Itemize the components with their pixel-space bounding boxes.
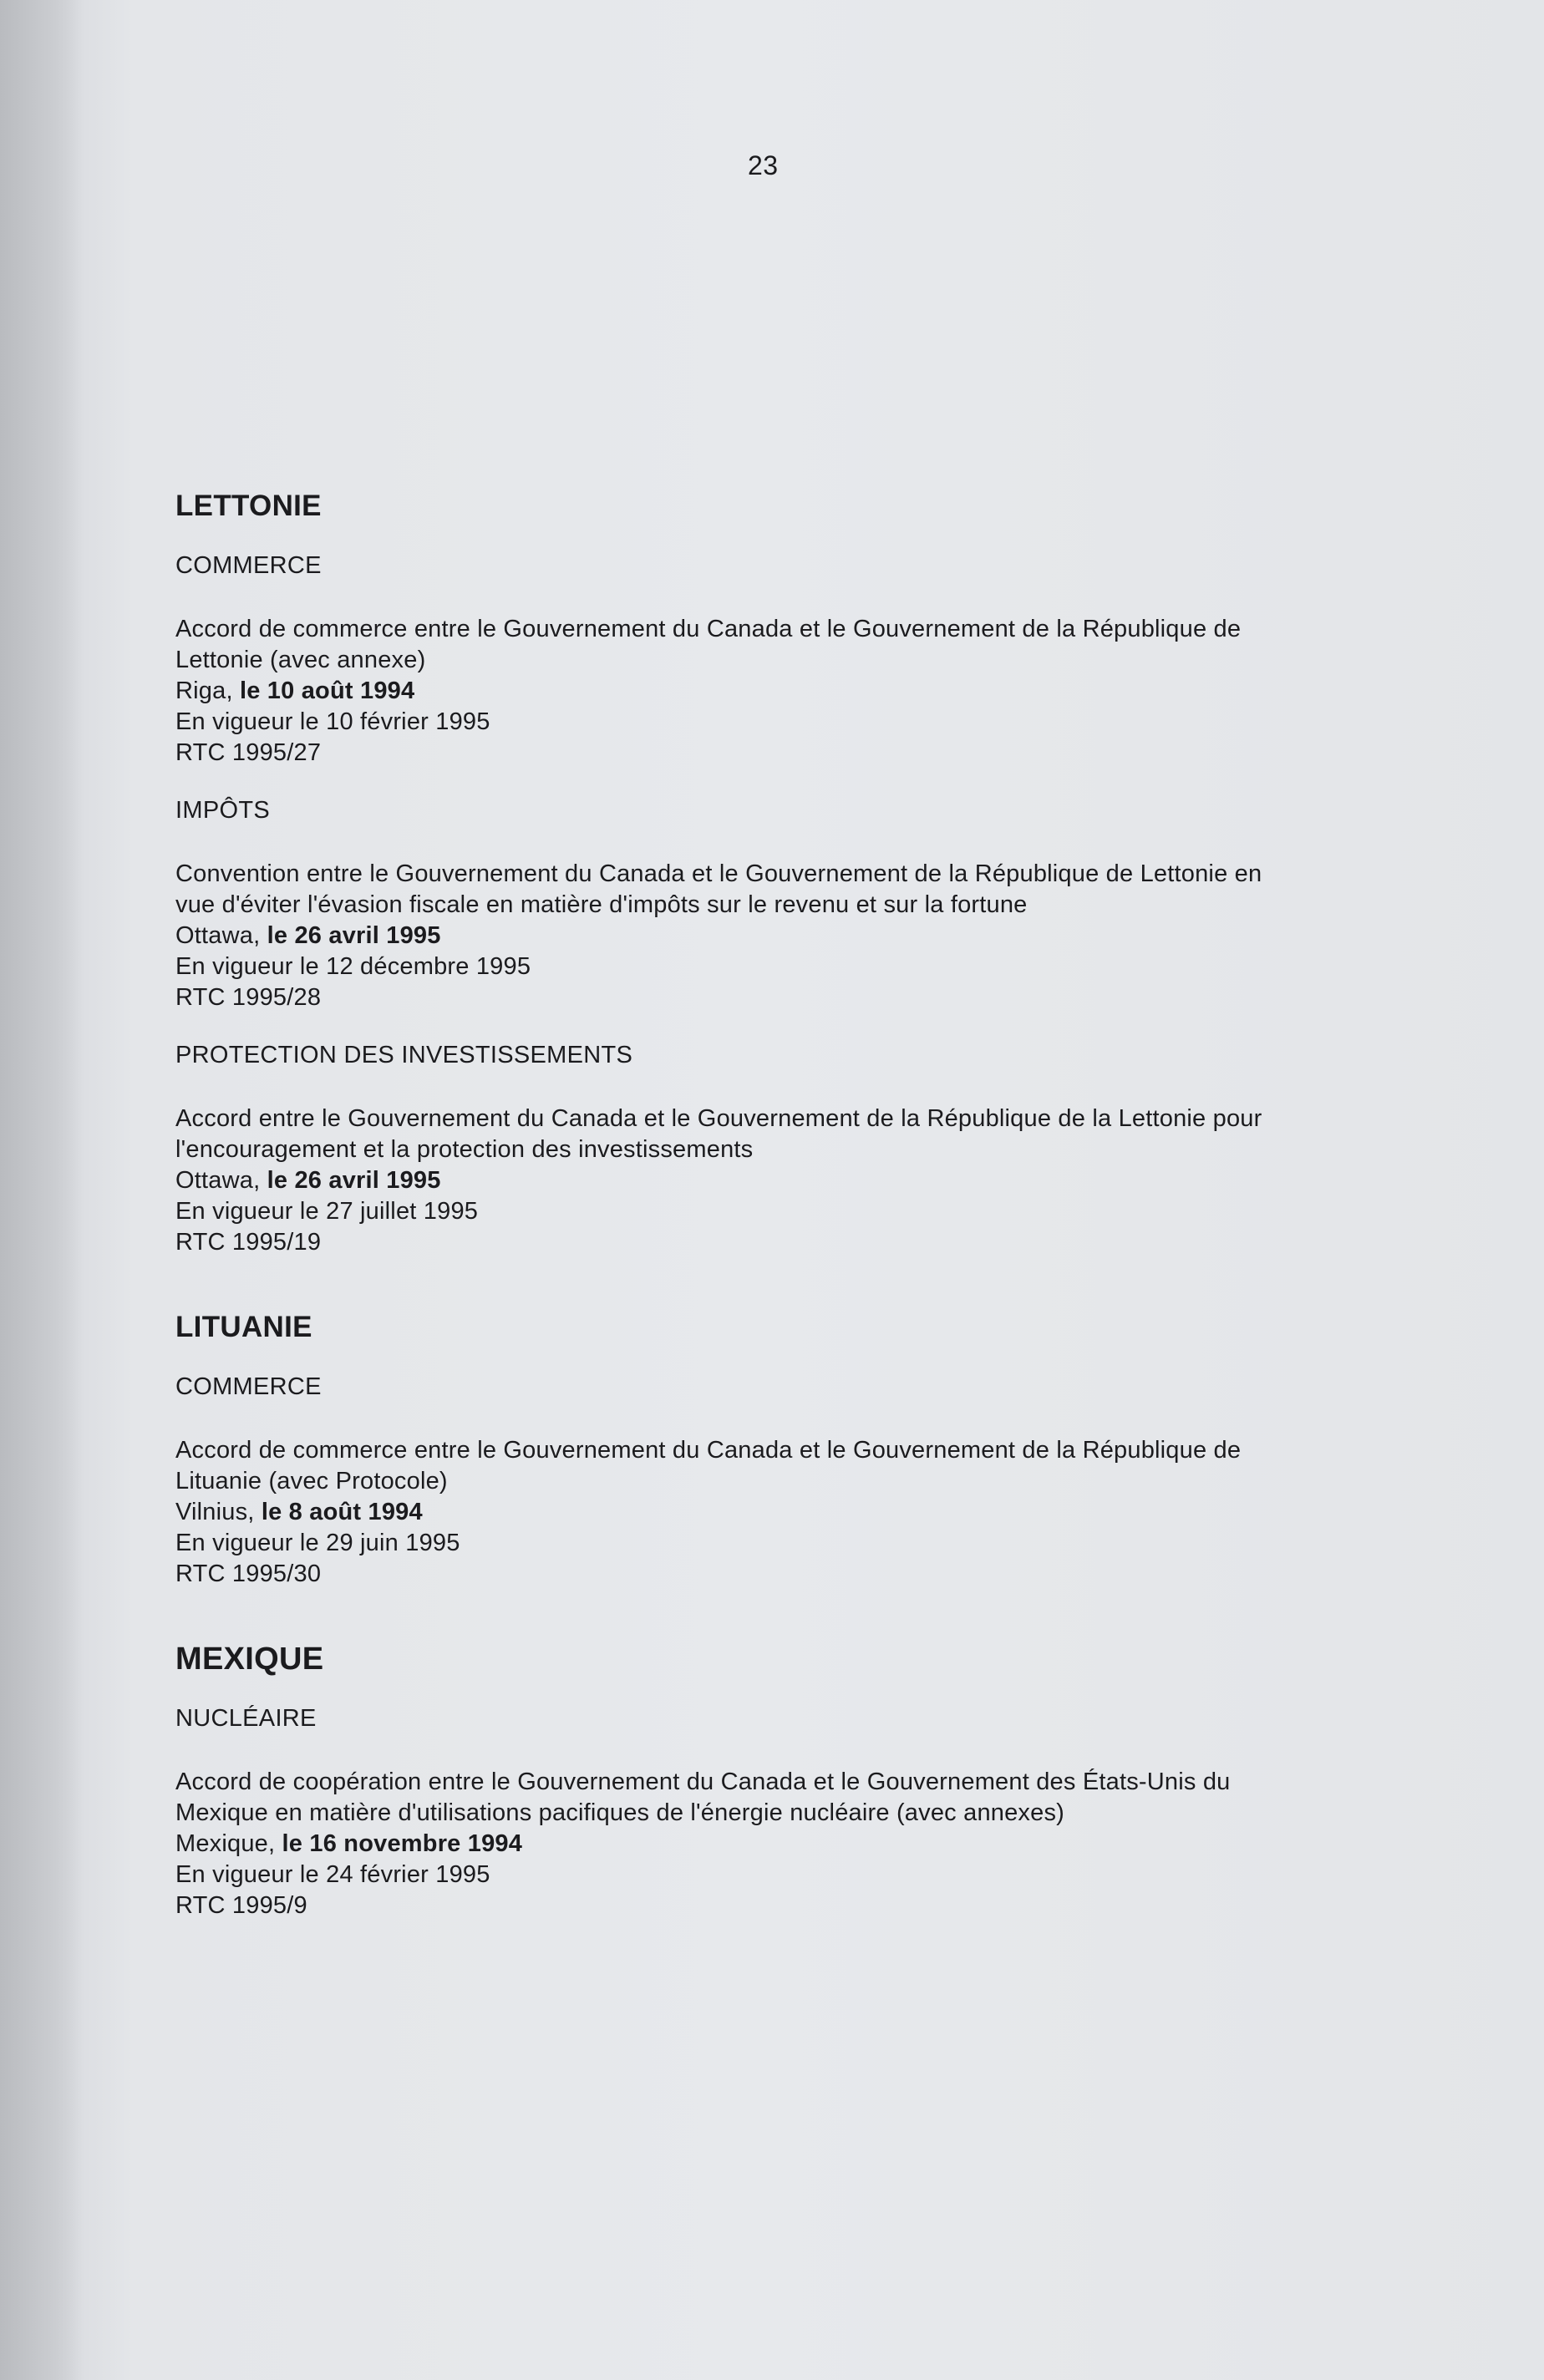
- treaty-signing: [175, 1829, 1395, 1860]
- treaty-reference: RTC 1995/27: [175, 739, 322, 766]
- treaty-title-line: Accord de commerce entre le Gouvernement du Canada et le Gouvernement de la République de: [175, 1437, 1242, 1464]
- treaty-title-line: Accord de commerce entre le Gouvernement du Canada et le Gouvernement de la République de: [175, 616, 1242, 642]
- country-heading: LETTONIE: [175, 490, 322, 522]
- treaty-signing: [175, 1165, 1395, 1196]
- treaty-in-force: En vigueur le 24 février 1995: [175, 1861, 490, 1888]
- treaty-in-force: En vigueur le 27 juillet 1995: [175, 1198, 479, 1225]
- section-spacer: [175, 1258, 1395, 1310]
- signing-place: Ottawa,: [175, 922, 261, 949]
- category-heading: COMMERCE: [175, 552, 322, 579]
- signing-place: Ottawa,: [175, 1167, 261, 1194]
- treaty-signing: [175, 1497, 1395, 1528]
- signing-date: le 16 novembre 1994: [282, 1830, 523, 1857]
- treaty-entry: [175, 1435, 1395, 1590]
- signing-date: le 26 avril 1995: [267, 922, 441, 949]
- treaty-title-line: Convention entre le Gouvernement du Canada et le Gouvernement de la République de Lettonie en: [175, 860, 1262, 887]
- treaty-in-force: En vigueur le 12 décembre 1995: [175, 953, 531, 980]
- treaty-entry: [175, 1767, 1395, 1921]
- treaty-title-line: Accord entre le Gouvernement du Canada et le Gouvernement de la République de la Lettonie pour: [175, 1105, 1262, 1132]
- category-heading: NUCLÉAIRE: [175, 1705, 317, 1732]
- signing-place: Vilnius,: [175, 1499, 255, 1525]
- country-section-mexique: [175, 1642, 1395, 1921]
- treaty-in-force: En vigueur le 10 février 1995: [175, 708, 490, 735]
- treaty-signing: [175, 676, 1395, 707]
- signing-date: le 10 août 1994: [239, 677, 415, 704]
- category-heading: PROTECTION DES INVESTISSEMENTS: [175, 1042, 633, 1068]
- treaty-list: [175, 489, 1395, 1921]
- treaty-reference: RTC 1995/30: [175, 1560, 322, 1587]
- treaty-title-line: vue d'éviter l'évasion fiscale en matière d'impôts sur le revenu et sur la fortune: [175, 891, 1028, 918]
- country-section-lituanie: [175, 1310, 1395, 1590]
- country-section-lettonie: [175, 489, 1395, 1258]
- treaty-title-line: Accord de coopération entre le Gouvernement du Canada et le Gouvernement des États-Unis du: [175, 1769, 1231, 1795]
- treaty-entry: [175, 614, 1395, 769]
- treaty-entry: [175, 859, 1395, 1013]
- page-number: 23: [748, 150, 779, 180]
- treaty-entry: [175, 1104, 1395, 1258]
- treaty-signing: [175, 921, 1395, 951]
- country-heading: LITUANIE: [175, 1311, 312, 1343]
- treaty-reference: RTC 1995/9: [175, 1892, 307, 1919]
- category-heading: IMPÔTS: [175, 797, 270, 824]
- treaty-title-line: l'encouragement et la protection des investissements: [175, 1136, 754, 1163]
- treaty-title-line: Lettonie (avec annexe): [175, 647, 426, 673]
- signing-date: le 26 avril 1995: [267, 1167, 441, 1194]
- country-heading: MEXIQUE: [175, 1642, 324, 1677]
- signing-place: Riga,: [175, 677, 233, 704]
- signing-date: le 8 août 1994: [261, 1499, 423, 1525]
- treaty-reference: RTC 1995/28: [175, 984, 322, 1011]
- treaty-title-line: Lituanie (avec Protocole): [175, 1468, 448, 1494]
- binding-shadow: [0, 0, 84, 2380]
- treaty-reference: RTC 1995/19: [175, 1229, 322, 1256]
- treaty-title-line: Mexique en matière d'utilisations pacifiques de l'énergie nucléaire (avec annexes): [175, 1799, 1065, 1826]
- section-spacer: [175, 1590, 1395, 1642]
- category-heading: COMMERCE: [175, 1373, 322, 1400]
- signing-place: Mexique,: [175, 1830, 276, 1857]
- treaty-in-force: En vigueur le 29 juin 1995: [175, 1530, 460, 1556]
